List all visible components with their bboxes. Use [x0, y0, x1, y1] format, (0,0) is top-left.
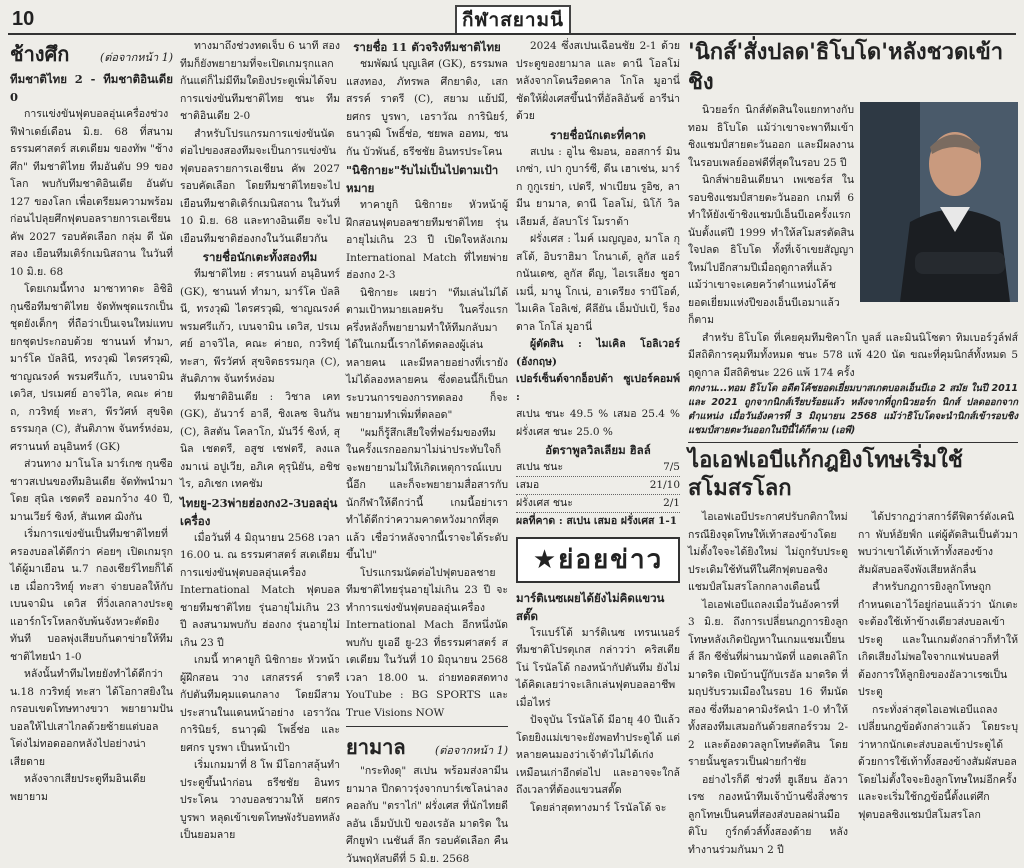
section-title: ช้างศึก — [10, 42, 70, 66]
ifab-headline: ไอเอฟเอบีแก้กฎยิงโทษเริ่มใช้สโมสรโลก — [688, 448, 963, 501]
article-paragraph: สำหรับกฎการยิงลูกโทษถูกกำหนดเอาไว้อยู่ก่อนแล้วว่า นักเตะจะต้องใช้เท้าข้างเดียวส่งบอลเข้าประตู และในเกมดังกล่าวก็ทำให้เกิดเสียงไม่พอใจจากแฟนบอลที่ต้องการให้ลูกยิงของอัลวาเรซเป็นประตู — [858, 581, 1018, 698]
article-paragraph: เมื่อวันที่ 4 มิถุนายน 2568 เวลา 16.00 น. ณ ธรรมศาสตร์ สเตเดียม การแข่งขันฟุตบอลอุ่นเครื่อง International Match ฟุตบอลชายทีมชาติไทย รุ่นอายุไม่เกิน 23 ปี ลงสนามพบกับ ฮ่องกง รุ่นอายุไม่เกิน 23 ปี — [180, 531, 341, 649]
article-paragraph: อย่างไรก็ดี ช่วงที่ ฮูเลียน อัลวาเรซ กองหน้าทีมเจ้าบ้านซึ่งสิ่งซารลูกโทษเป็นคนที่สองส่งบอลผ่านมือ ติโบ กูร์กต์วส์ทั้งสองด้าย หลังทำงานร่วมกันมา 2 ปี — [688, 773, 848, 856]
france-lineup: ฝรั่งเศส : ไมค์ เมญญอง, มาโล กุสโต้, อิบราฮิมา โกนาเต้, ลูกัส แอร์กนันเดซ, ลูกัส ดีญ, ไอเรเลียง ชูอาเมนี่, มานู โกเน่, อาเดรียง ราบีโอต์, ไมเคิล โอลิเซ่, คีลียัน เอ็มบัปเป้, ร็องดาล โกโล่ มูอานี่ — [516, 233, 680, 333]
column-2 — [180, 38, 341, 841]
odds-label: เสมอ — [516, 479, 540, 491]
column-3 — [346, 38, 508, 865]
top-divider — [8, 33, 1016, 35]
article-paragraph: ส่วนทาง มาโนโล มาร์เกซ กุนซือชาวสเปนของทีมอินเดีย จัดทัพนำมาโดย สุนิล เชตตรี ออมกว้าง 40 ปี, มานเวียร์ ซิงห์, สันเทศ ฌิงกัน — [10, 458, 173, 523]
predicted-result: ผลที่คาด : สเปน เสมอ ฝรั่งเศส 1-1 — [516, 515, 678, 527]
coach-photo-illustration — [860, 102, 1018, 302]
starting-xi-heading: รายชื่อ 11 ตัวจริงทีมชาติไทย — [353, 40, 501, 54]
article-paragraph: โดยเกมนี้ทาง มาซาทาดะ อิชิอิ กุนซือทีมชาติไทย จัดทัพชุดแรกเป็นชุดยังเด็กๆ ที่ถือว่าเป็นเจนใหม่แทบยกชุดประกอบด้วย ชานนท์ ทำมา, มาร์โค บัลลินี, ทรงวุฒิ ไตรศรวุฒิ, ชาญณรงค์ พรมศรีแก้ว, เบนจามิน เดวิส, ปรเมศย์ อาจวิไล, คณะ ค่ายถ, กวริทยุ์ ทะสา, พีรวัศห์ สุขจิตธรรมกุล (C), สันติภาพ จันทร์หง่อม, ศรานนท์ อนุอินทร์ (GK) — [10, 283, 173, 453]
odds-label: สเปน ชนะ — [516, 461, 564, 473]
article-paragraph: โรแบร์โต้ มาร์ติเนซ เทรนเนอร์ทีมชาติโปรตุเกส กล่าวว่า คริสเตียโน่ โรนัลโด้ กองหน้ากัปตันทีม ยังไม่ได้คิดเลยว่าจะเลิกเล่นฟุตบอลอาชีพเมื่อไหร่ — [516, 626, 680, 709]
lineup-subheading: รายชื่อนักเตะทั้งสองทีม — [202, 250, 318, 264]
match-subheading: ทีมชาติไทย 2 - ทีมชาติอินเดีย 0 — [10, 72, 173, 104]
article-paragraph: ทางมาถึงช่วงทดเจ็บ 6 นาที สองทีมก็ยังพยายามที่จะเปิดเกมรุกแลกกันแต่ก็ไม่มีทีมใดยิงประตูเพิ่มได้จบการแข่งขันทีมชาติไทย ชนะ ทีมชาติอินเดีย 2-0 — [180, 40, 340, 122]
article-paragraph: สำหรับ ธิโบโด ที่เคยคุมทีมชิคาโก บูลส์ และมินนิโซตา ทิมเบอร์วูล์ฟส์ มีสถิติการคุมทีมทั้งหมด ชนะ 578 แพ้ 420 นัด ขณะที่คุมนิกส์ทั้งหมด 5 ฤดูกาล มีสถิติชนะ 226 แพ้ 174 ครั้ง — [688, 331, 1018, 379]
odds-heading: เปอร์เซ็นต์จากอ็อปต้า ซูเปอร์คอมพ์ : — [516, 373, 680, 403]
article-paragraph: "ผมก็รู้สึกเสียใจที่ฟอร์มของทีมในครั้งแรกออกมาไม่น่าประทับใจก็จะพยายามไม่ให้เกิดเหตุการณ์แบบนี้อีก และก็จะพยายามสื่อสารกับนักกีฬาให้ดีกว่านี้ เกมนี้อย่าเราทำได้ดีกว่าความคาดหวังมากที่สุดแล้ว เชื่อว่าหลังจากนี้เราจะได้ระดับขึ้นไป" — [346, 426, 508, 561]
article-paragraph: ไอเอฟเอบีแถลงเมื่อวันอังคารที่ 3 มิ.ย. ถึงการเปลี่ยนกฎการยิงลูกโทษหลังเกิดปัญหาในเกมแชมเปี้ยนส์ ลีก ซีซั่นที่ผ่านมานัดที่ แอตเลติโก มาดริด เปิดบ้านบู๊กับเรอัล มาดริด ที่มฤปรับรวมเมืองในรอบ 16 ทีมนัดสอง ซึ่งทีมอาคามิงรัคนำ 1-0 ทำให้ทั้งสองทีมเสมอกันด้วยสกอร์รวม 2-2 และต้องดวลลูกโทษตัดสิน โดยรายนั้นชูลรวเป็นฝ่ายกำชัย — [688, 598, 848, 768]
article-paragraph: นิชิกายะ เผยว่า "ทีมเล่นไม่ได้ตามเป้าหมายเลยครับ ในครึ่งแรกครึ่งหลังก็พยายามทำให้ทีมกลับมาได้ในเกมนี้เรากได้ทดลองผู้เล่นหลายคน และมีหลายอย่างที่เรายังไม่ได้ลองหลายคน ซึ่งตอนนี้ก็เป็นกระบวนการของการทดลอง ก็จะพยายามทำเพิ่มที่ตลอด" — [346, 286, 508, 421]
column-4 — [516, 38, 680, 814]
odds-value: 2/1 — [663, 497, 680, 509]
odds-row — [516, 477, 680, 495]
article-paragraph: หลังนั้นทำทีมไทยยังทำได้ดีกว่า น.18 กวริทยุ์ ทะสา ได้โอกาสยิงในกรอบเขตโทษทางขวา พยายามปันบอลให้ไปเสาไกลด้วยซ้ายแต่บอลโด่งไม่ทอดออกหลังไปอย่างน่าเสียดาย — [10, 668, 173, 768]
odds-row — [516, 495, 680, 513]
article-paragraph: ไอเอฟเอบีประกาศปรับกติกาใหม่กรณียิงจุดโทษให้เท้าสองข้างโดยไม่ตั้งใจจะได้ยิงใหม่ ไม่ถูกรับประตูประเดิมใช้ทันทีในศึกฟุตบอลชิงแชมป์สโมสรโลกกลางเดือนนี้ — [688, 511, 848, 593]
probable-lineup-heading: รายชื่อนักเตะที่คาด — [550, 127, 646, 142]
continued-note: (ต่อจากหน้า 1) — [99, 51, 173, 64]
referee-line: ผู้ตัดสิน : ไมเคิล โอลิเวอร์ (อังกฤษ) — [516, 338, 680, 368]
section-title: ยามาล — [346, 735, 406, 759]
odds-value: 7/5 — [663, 461, 680, 473]
star-icon: ★ — [532, 544, 559, 575]
coach-photo — [860, 102, 1018, 302]
thai-lineup: ทีมชาติไทย : ศรานนท์ อนุอินทร์ (GK), ชานนท์ ทำมา, มาร์โค บัลลินี, ทรงวุฒิ ไตรศรวุฒิ, ชาญณรงค์ พรมศรีแก้ว, เบนจามิน เดวิส, ปรเมศย์ อาจวิไล, คณะ ค่ายถ, กวริทยุ์ ทะสา, พีรวัศห์ สุขจิตธรรมกุล (C), สันติภาพ จันทร์หง่อม — [180, 268, 340, 385]
ifab-article — [688, 509, 1018, 859]
section-divider — [346, 726, 508, 727]
article-paragraph: เกมนี้ ทาคายูกิ นิชิกายะ หัวหน้าผู้ฝึกสอน วาง เสกสรรค์ ราตรี กัปตันทีมคุมแดนกลาง โดยมีสามประสานในแดนหน้าอย่าง เอราวัณ การินิยร์, ธนาวุฒิ โพธิ์ช่อ และ ยศกร บูรพา เป็นหน้าเป้า — [180, 654, 340, 754]
hill-heading: อัตราพูลวิลเลียม ฮิลล์ — [545, 443, 651, 457]
india-lineup: ทีมชาติอินเดีย : วิชาล เคท (GK), อันวาร์ อาลี, ชิงเลซ จินกัน (C), ลิสตัน โคลาโก, มันวีร์ ซิงห์, สุนิล เชตตรี, อสูช เชฟตรี, ลงแลงมาเน่ อปูเวีย, อภิเค คุรุนิยัน, อชิช ไร, อภิเชก เทคชัม — [180, 390, 340, 490]
section-divider — [688, 442, 1018, 443]
article-paragraph: นิกส์พ่ายอินเดียนา เพเซอร์ส ในรอบชิงแชมป์สายตะวันออก เกมที่ 6 ทำให้ยังเข้าชิงแชมป์เอ็นบีเอครั้งแรกนับตั้งแต่ปี 1999 ทำให้สโมสรตัดสินใจปลด ธิโบโด ทั้งที่เจ้าเขยสัญญาใหม่ไปอีกสามปีเมื่อฤดูกาลที่แล้ว แม้ว่าเขาจะเคยคว้าตำแหน่งโค้ชยอดเยี่ยมแห่งปีของเอ็นบีเอมาแล้วก็ตาม — [688, 174, 854, 326]
article-paragraph: เริ่มการแข่งขันเป็นทีมชาติไทยที่ครองบอลได้ดีกว่า ค่อยๆ เปิดเกมรุกได้ผู้มาเยือน น.7 กองเชียร์ไทยก็ได้เฮ เมื่อกวริทยุ์ ทะสา จ่ายบอลให้กับ เบนจามิน เดวิส ที่วิ่งเลกลางประตูแอาร์กโรโหลกจับพ้นจังหวะตัดยิงทันที บอลพุ่งเสียบก้นตาข่ายให้ทีมชาติไทยนำ 1-0 — [10, 528, 173, 663]
article-paragraph: 2024 ซึ่งสเปนเฉือนชัย 2-1 ด้วยประตูของยามาล และ ดานี โอลโม่ หลังจากโดนรือดคาล โกโล มูอานี่ ชัดให้ฝั่งเศสขึ้นนำที่อัลลิอันซ์ อารีน่า ด้วย — [516, 40, 680, 122]
section-heading-yamal — [346, 731, 508, 763]
ifab-right-column — [858, 509, 1018, 859]
nba-headline: 'นิกส์'สั่งปลด'ธิโบโด'หลังชวดเข้าชิง — [688, 40, 1004, 95]
column-1 — [10, 38, 173, 803]
u23-subheading: ไทยยู-23พ่ายฮ่องกง2-3บอลอุ่นเครื่อง — [180, 495, 338, 528]
odds-row — [516, 459, 680, 477]
news-subheading: มาร์ติเนซเผยได้ยังไม่คิดแขวนสตั๊ด — [516, 590, 665, 623]
article-paragraph: นิวยอร์ก นิกส์ตัดสินใจแยกทางกับ ทอม ธิโบโด แม้ว่าเขาจะพาทีมเข้าชิงแชมป์สายตะวันออก และมีผลงานในรอบเพลย์ออฟดีที่สุดในรอบ 25 ปี — [688, 104, 854, 169]
continued-note: (ต่อจากหน้า 1) — [434, 744, 508, 757]
starting-xi-list: ชมพัฒน์ บุญเลิศ (GK), ธรรมพล แสงทอง, ภัทรพล ศึกยาดิง, เสกสรรค์ ราตรี (C), สยาม แย้ปมี, ยศกร บูรพา, เอราวัณ การินิยร์, ธนาวุฒิ โพธิ์ช่อ, ชยพล ออทม, ชนกัน บัวพันธ์, ธรีชชัย อินทรประโคน — [346, 58, 508, 158]
coach-subheading: "นิชิกายะ"รับไม่เป็นไปตามเป้าหมาย — [346, 163, 499, 195]
ifab-left-column — [688, 509, 848, 859]
news-brief-logo — [516, 537, 680, 583]
section-heading-changsuek — [10, 38, 173, 70]
photo-caption: ตกงาน...ทอม ธิโบโด อดีตโค้ชยอดเยี่ยมบาสเกตบอลเอ็นบีเอ 2 สมัย ในปี 2011 และ 2021 ถูกจากนิกส์เรียบร้อยแล้ว หลังจากที่ถูกนิวยอร์ก นิกส์ ปลดออกจากตำแหน่ง เมื่อวันอังคารที่ 3 มิถุนายน 2568 แม้ว่าธิโบโดจะนำนิกส์เข้ารอบชิงแชมป์สายตะวันออกในปีนี้ได้ก็ตาม (เอพี) — [688, 383, 1018, 436]
article-paragraph: ได้ปรากฏว่าสการ์ดีฟิตาร์ดังเคนิกา พับห์อัยฟ์ก แต่ผู้ตัดสินเป็นตัวมาพบว่าเขาได้เท้าเท้าทั้งสองข้างสัมผัสบอลจึงพังเสียหลักลื่น — [858, 511, 1018, 576]
article-paragraph: โดยล่าสุดทางมาร์ โรนัลโด้ จะ — [530, 801, 667, 814]
article-paragraph: กระทั่งล่าสุดไอเอฟเอบีแถลงเปลี่ยนกฎข้อดังกล่าวแล้ว โดยระบุว่าหากนักเตะส่งบอลเข้าประตูได้ด้วยการใช้เท้าทั้งสองข้างสัมผัสบอลโดยไม่ตั้งใจจะยิงลูกโทษใหม่อีกครั้ง และจะเริ่มใช้กฎข้อนี้ตั้งแต่ศึกฟุตบอลชิงแชมป์สโมสรโลก — [858, 703, 1018, 821]
odds-line: สเปน ชนะ 49.5 % เสมอ 25.4 % ฝรั่งเศส ชนะ 25.0 % — [516, 408, 680, 438]
article-paragraph: การแข่งขันฟุตบอลอุ่นเครื่องช่วงฟีฟ่าเดย์เดือน มิ.ย. 68 ที่สนามธรรมศาสตร์ สเตเดียม ของทัพ "ช้างศึก" ทีมชาติไทย ทีมอันดับ 99 ของโลก พบกับทีมชาติอินเดีย อันดับ 127 ของโลก เพื่อเตรียมความพร้อมก่อนไปลุยศึกฟุตบอลรายการเอเชียน คัพ 2027 รอบคัดเลือก กลุ่ม ดี นัดสอง เยือนทีมเติร์กเมนิสถาน ในวันที่ 10 มิ.ย. 68 — [10, 108, 173, 278]
article-paragraph: ปัจจุบัน โรนัลโด้ มีอายุ 40 ปีแล้ว โดยยิงแม่เขาจะยังพอทำประตูได้ แต่หลายคนมองว่าเจ้าตัวไม่ได้เก่งเหมือนเก่าอีกต่อไป และอาจจะใกล้ถึงเวลาที่ต้องแขวนสตั๊ด — [516, 714, 680, 796]
article-paragraph: "กระทิงดุ" สเปน พร้อมส่งลามีน ยามาล ปีกดาวรุ่งจากบาร์เซโลน่าลงคอลกับ "ตราไก่" ฝรั่งเศส ที่นักไทยดีลอัน เอ็มบัปเป้ ของเรอัล มาดริด ในศึกยูฟ่า เนชันส์ ลีก รอบคัดเลือก คืนวันพฤหัสบดีที่ 5 มิ.ย. 2568 — [346, 765, 508, 865]
odds-label: ฝรั่งเศส ชนะ — [516, 497, 573, 509]
article-paragraph: หลังจากเสียประตูทีมอินเดียพยายาม — [10, 773, 146, 803]
article-paragraph: สำหรับโปรแกรมการแข่งขันนัดต่อไปของสองทีมจะเป็นการแข่งขันฟุตบอลรายการเอเชียน คัพ 2027 รอบคัดเลือก โดยทีมชาติไทยจะไปเยือนทีมชาติเติร์กเมนิสถาน ในวันที่ 10 มิ.ย. 68 และทางอินเดีย จะไปเยือนทีมชาติฮ่องกงในวันเดียวกัน — [180, 127, 340, 245]
column-5 — [688, 38, 1018, 856]
page-number: 10 — [12, 8, 35, 30]
article-paragraph: เริ่มเกมมาที่ 8 โพ มีโอกาสลุ้นทำประตูขึ้นนำก่อน ธรีชชัย อินทรประโคน วางบอลชวามให้ ยศกร บูรพา หลุดเข้าเขตโทษพังรับอทหลังเป็นยอมลาย — [180, 759, 340, 841]
article-paragraph: โปรแกรมนัดต่อไปฟุตบอลชายทีมชาติไทยรุ่นอายุไม่เกิน 23 ปี จะทำการแข่งขันฟุตบอลอุ่นเครื่อง International Mach อีกหนึ่งนัด พบกับ ยูเออี ยู-23 ที่ธรรมศาสตร์ สเตเดียม ในวันที่ 10 มิถุนายน 2568 เวลา 18.00 น. ถ่ายทอดสดทาง YouTube : BG SPORTS และ True Visions NOW — [346, 566, 508, 719]
masthead-logo: กีฬาสยามนี — [455, 5, 571, 35]
odds-value: 21/10 — [649, 479, 680, 491]
news-brief-title: ย่อยข่าว — [558, 545, 664, 575]
article-paragraph: ทาคายูกิ นิชิกายะ หัวหน้าผู้ฝึกสอนฟุตบอลชายทีมชาติไทย รุ่นอายุไม่เกิน 23 ปี เปิดใจหลังเกม International Match ที่ไทยพ่ายฮ่องกง 2-3 — [346, 199, 508, 281]
spain-lineup: สเปน : อูไน ซิมอน, ออสการ์ มินเกซ่า, เปา กูบาร์ซี, ดีน เฮาเซ่น, มาร์ก กูกูเรย่า, เปดรี, ฟาเบียน รูอิซ, ลามีน ยามาล, ดานี โอลโม่, นิโก้ วิลเลียมส์, อัลบาโร่ โมราต้า — [516, 145, 680, 228]
